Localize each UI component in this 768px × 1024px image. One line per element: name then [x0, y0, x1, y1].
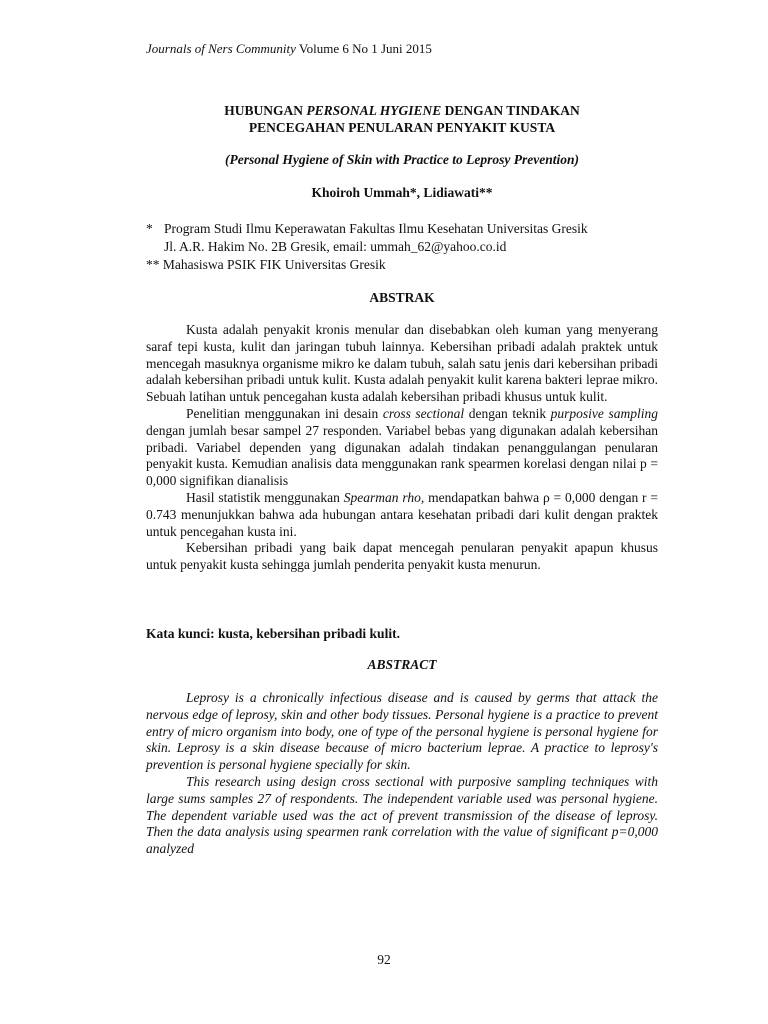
title-part-2: PERSONAL HYGIENE	[306, 103, 442, 118]
abstrak-paragraph-3	[146, 490, 658, 540]
journal-name: Journals of Ners Community	[146, 41, 296, 56]
text-run: , mendapatkan bahwa ρ = 0,000 dengan r = 0.743 menunjukkan bahwa ada hubungan antara kesehatan pribadi dari kulit dengan praktek untuk pencegahan kusta ini.	[146, 489, 658, 539]
abstrak-paragraph-2	[146, 406, 658, 490]
title-part-1: HUBUNGAN	[224, 103, 307, 118]
paper-subtitle: (Personal Hygiene of Skin with Practice to Leprosy Prevention)	[225, 152, 579, 167]
text-run-italic: purposive sampling	[550, 405, 659, 421]
affiliation-text: Jl. A.R. Hakim No. 2B Gresik, email: ummah_62@yahoo.co.id	[164, 239, 507, 254]
title-line-2: PENCEGAHAN PENULARAN PENYAKIT KUSTA	[248, 120, 556, 135]
keywords: Kata kunci: kusta, kebersihan pribadi kulit.	[146, 626, 400, 641]
abstrak-body	[146, 322, 658, 574]
text-run-italic: Spearman rho	[343, 489, 421, 505]
text-run: dengan teknik	[464, 405, 551, 421]
paper-title	[146, 102, 658, 136]
affiliation-row	[146, 220, 658, 238]
abstrak-paragraph-4: Kebersihan pribadi yang baik dapat mencegah penularan penyakit apapun khusus untuk penyakit kusta sehingga jumlah penderita penyakit kusta menurun.	[146, 540, 658, 573]
affiliations	[146, 220, 658, 274]
affiliation-text: Mahasiswa PSIK FIK Universitas Gresik	[162, 257, 386, 272]
title-part-3: DENGAN TINDAKAN	[441, 103, 580, 118]
title-line-1	[146, 102, 658, 119]
affiliation-mark: **	[146, 257, 160, 272]
text-run: Penelitian menggunakan ini desain	[186, 405, 383, 421]
journal-header	[146, 41, 432, 57]
abstract-body	[146, 690, 658, 858]
text-run-italic: cross sectional	[382, 405, 465, 421]
affiliation-text: Program Studi Ilmu Keperawatan Fakultas Ilmu Kesehatan Universitas Gresik	[164, 221, 588, 236]
page-number: 92	[377, 952, 391, 967]
abstract-paragraph-2: This research using design cross sectional with purposive sampling techniques with large sums samples 27 of respondents. The independent variable used was personal hygiene. The dependent variable used was the act of prevent transmission of the disease of leprosy. Then the data analysis using spearmen rank correlation with the value of significant p=0,000 analyzed	[146, 773, 658, 857]
text-run: dengan jumlah besar sampel 27 responden. Variabel bebas yang digunakan adalah kebersihan pribadi. Variabel dependen yang digunakan adalah tindakan penanggulangan penularan penyakit kusta. Kemudian analisis data menggunakan rank spearmen korelasi dengan nilai p = 0,000 signifikan dianalisis	[146, 422, 658, 489]
affiliation-row	[146, 256, 658, 274]
journal-volume: Volume 6 No 1 Juni 2015	[295, 41, 432, 56]
affiliation-mark: *	[146, 221, 153, 236]
text-run: Hasil statistik menggunakan	[186, 489, 344, 505]
paper-authors: Khoiroh Ummah*, Lidiawati**	[311, 185, 493, 200]
abstract-heading: ABSTRACT	[367, 657, 437, 672]
affiliation-row	[146, 238, 658, 256]
abstrak-paragraph-1: Kusta adalah penyakit kronis menular dan disebabkan oleh kuman yang menyerang saraf tepi kusta, kulit dan jaringan tubuh lainnya. Kebersihan pribadi adalah praktek untuk mencegah masuknya organisme mikro ke dalam tubuh, salah satu jenis dari kebersihan pribadi adalah kebersihan pribadi untuk kulit. Kusta adalah penyakit kulit karena bakteri leprae mikro. Sebuah latihan untuk pencegahan kusta adalah kebersihan pribadi khusus untuk kulit.	[146, 322, 658, 405]
abstrak-heading: ABSTRAK	[369, 290, 435, 305]
abstract-paragraph-1: Leprosy is a chronically infectious disease and is caused by germs that attack the nervous edge of leprosy, skin and other body tissues. Personal hygiene is a practice to prevent entry of micro organism into body, one of type of the personal hygiene is personal hygiene for skin. Leprosy is a skin disease because of micro bacterium leprae. A practice to leprosy's prevention is personal hygiene specially for skin.	[146, 690, 658, 773]
